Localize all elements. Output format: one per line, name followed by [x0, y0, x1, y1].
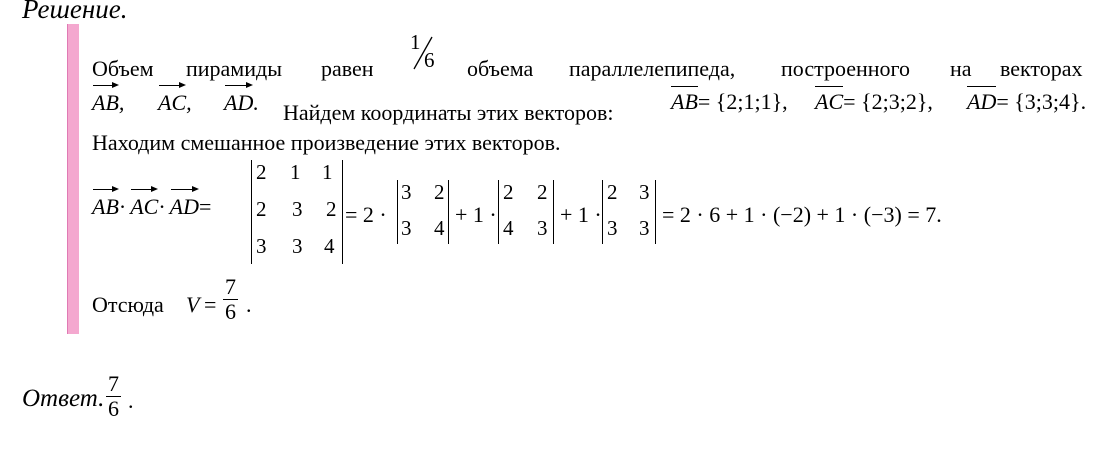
- one-sixth-num: 1: [410, 30, 421, 54]
- vector-ac: AC,: [158, 82, 192, 116]
- minor-cell: 3: [401, 180, 412, 204]
- det-cell: 3: [292, 234, 303, 258]
- volume-var: V: [186, 292, 200, 317]
- minor-cell: 3: [537, 216, 548, 240]
- minor-cell: 3: [607, 216, 618, 240]
- minor-2: [498, 180, 554, 244]
- minor-cell: 3: [401, 216, 412, 240]
- term2-coef: + 1 ·: [455, 202, 497, 227]
- word-parallelepiped: параллелепипеда,: [569, 56, 736, 81]
- mixed-product-vectors: AB· AC· AD=: [92, 186, 211, 220]
- word-pyramid: пирамиды: [186, 56, 282, 81]
- solution-heading: Решение.: [22, 0, 128, 24]
- coord-ad: AD= {3;3;4}.: [967, 86, 1086, 115]
- word-on: на: [950, 56, 972, 81]
- determinant-3x3: [251, 160, 343, 264]
- term1-coef: = 2 ·: [345, 202, 387, 227]
- volume-fraction: $\frac{7}{6}$: [225, 274, 236, 324]
- minor-cell: 2: [607, 180, 618, 204]
- det-cell: 2: [256, 160, 267, 184]
- one-sixth-fraction: [406, 30, 442, 74]
- find-coordinates-text: Найдем координаты этих векторов:: [283, 100, 614, 125]
- word-vectors: векторах: [1000, 56, 1083, 81]
- word-volume: Объем: [92, 56, 154, 81]
- word-built: построенного: [781, 56, 911, 81]
- coord-ab: AB= {2;1;1},: [671, 86, 788, 115]
- det-cell: 2: [326, 197, 337, 221]
- hence-label: Отсюда: [92, 292, 164, 317]
- minor-1: [397, 180, 449, 244]
- word-of-volume: объема: [467, 56, 534, 81]
- minor-cell: 3: [639, 180, 650, 204]
- det-cell: 3: [256, 234, 267, 258]
- det-cell: 2: [256, 197, 267, 221]
- answer-label: Ответ.: [22, 385, 105, 412]
- minor-cell: 3: [639, 216, 650, 240]
- minor-3: [602, 180, 656, 244]
- det-cell: 1: [290, 160, 301, 184]
- word-equals: равен: [321, 56, 374, 81]
- minor-cell: 4: [503, 216, 514, 240]
- vector-ab: AB,: [92, 82, 124, 116]
- volume-end: .: [246, 292, 252, 317]
- minor-cell: 2: [537, 180, 548, 204]
- term3-coef: + 1 ·: [560, 202, 602, 227]
- minor-cell: 2: [503, 180, 514, 204]
- coord-ac: AC= {2;3;2},: [815, 86, 933, 115]
- vector-ad: AD.: [224, 82, 259, 116]
- mixed-product-text: Находим смешанное произведение этих векторов.: [92, 130, 561, 155]
- mixed-product-result: = 2 · 6 + 1 · (−2) + 1 · (−3) = 7.: [662, 202, 942, 227]
- answer-end: .: [128, 388, 134, 413]
- one-sixth-den: 6: [424, 48, 435, 72]
- minor-cell: 2: [434, 180, 445, 204]
- minor-cell: 4: [434, 216, 445, 240]
- accent-bar: [67, 24, 79, 334]
- volume-eq: =: [204, 292, 217, 317]
- answer-fraction: $\frac{7}{6}$: [108, 371, 119, 421]
- det-cell: 4: [324, 234, 335, 258]
- det-cell: 3: [292, 197, 303, 221]
- det-cell: 1: [322, 160, 333, 184]
